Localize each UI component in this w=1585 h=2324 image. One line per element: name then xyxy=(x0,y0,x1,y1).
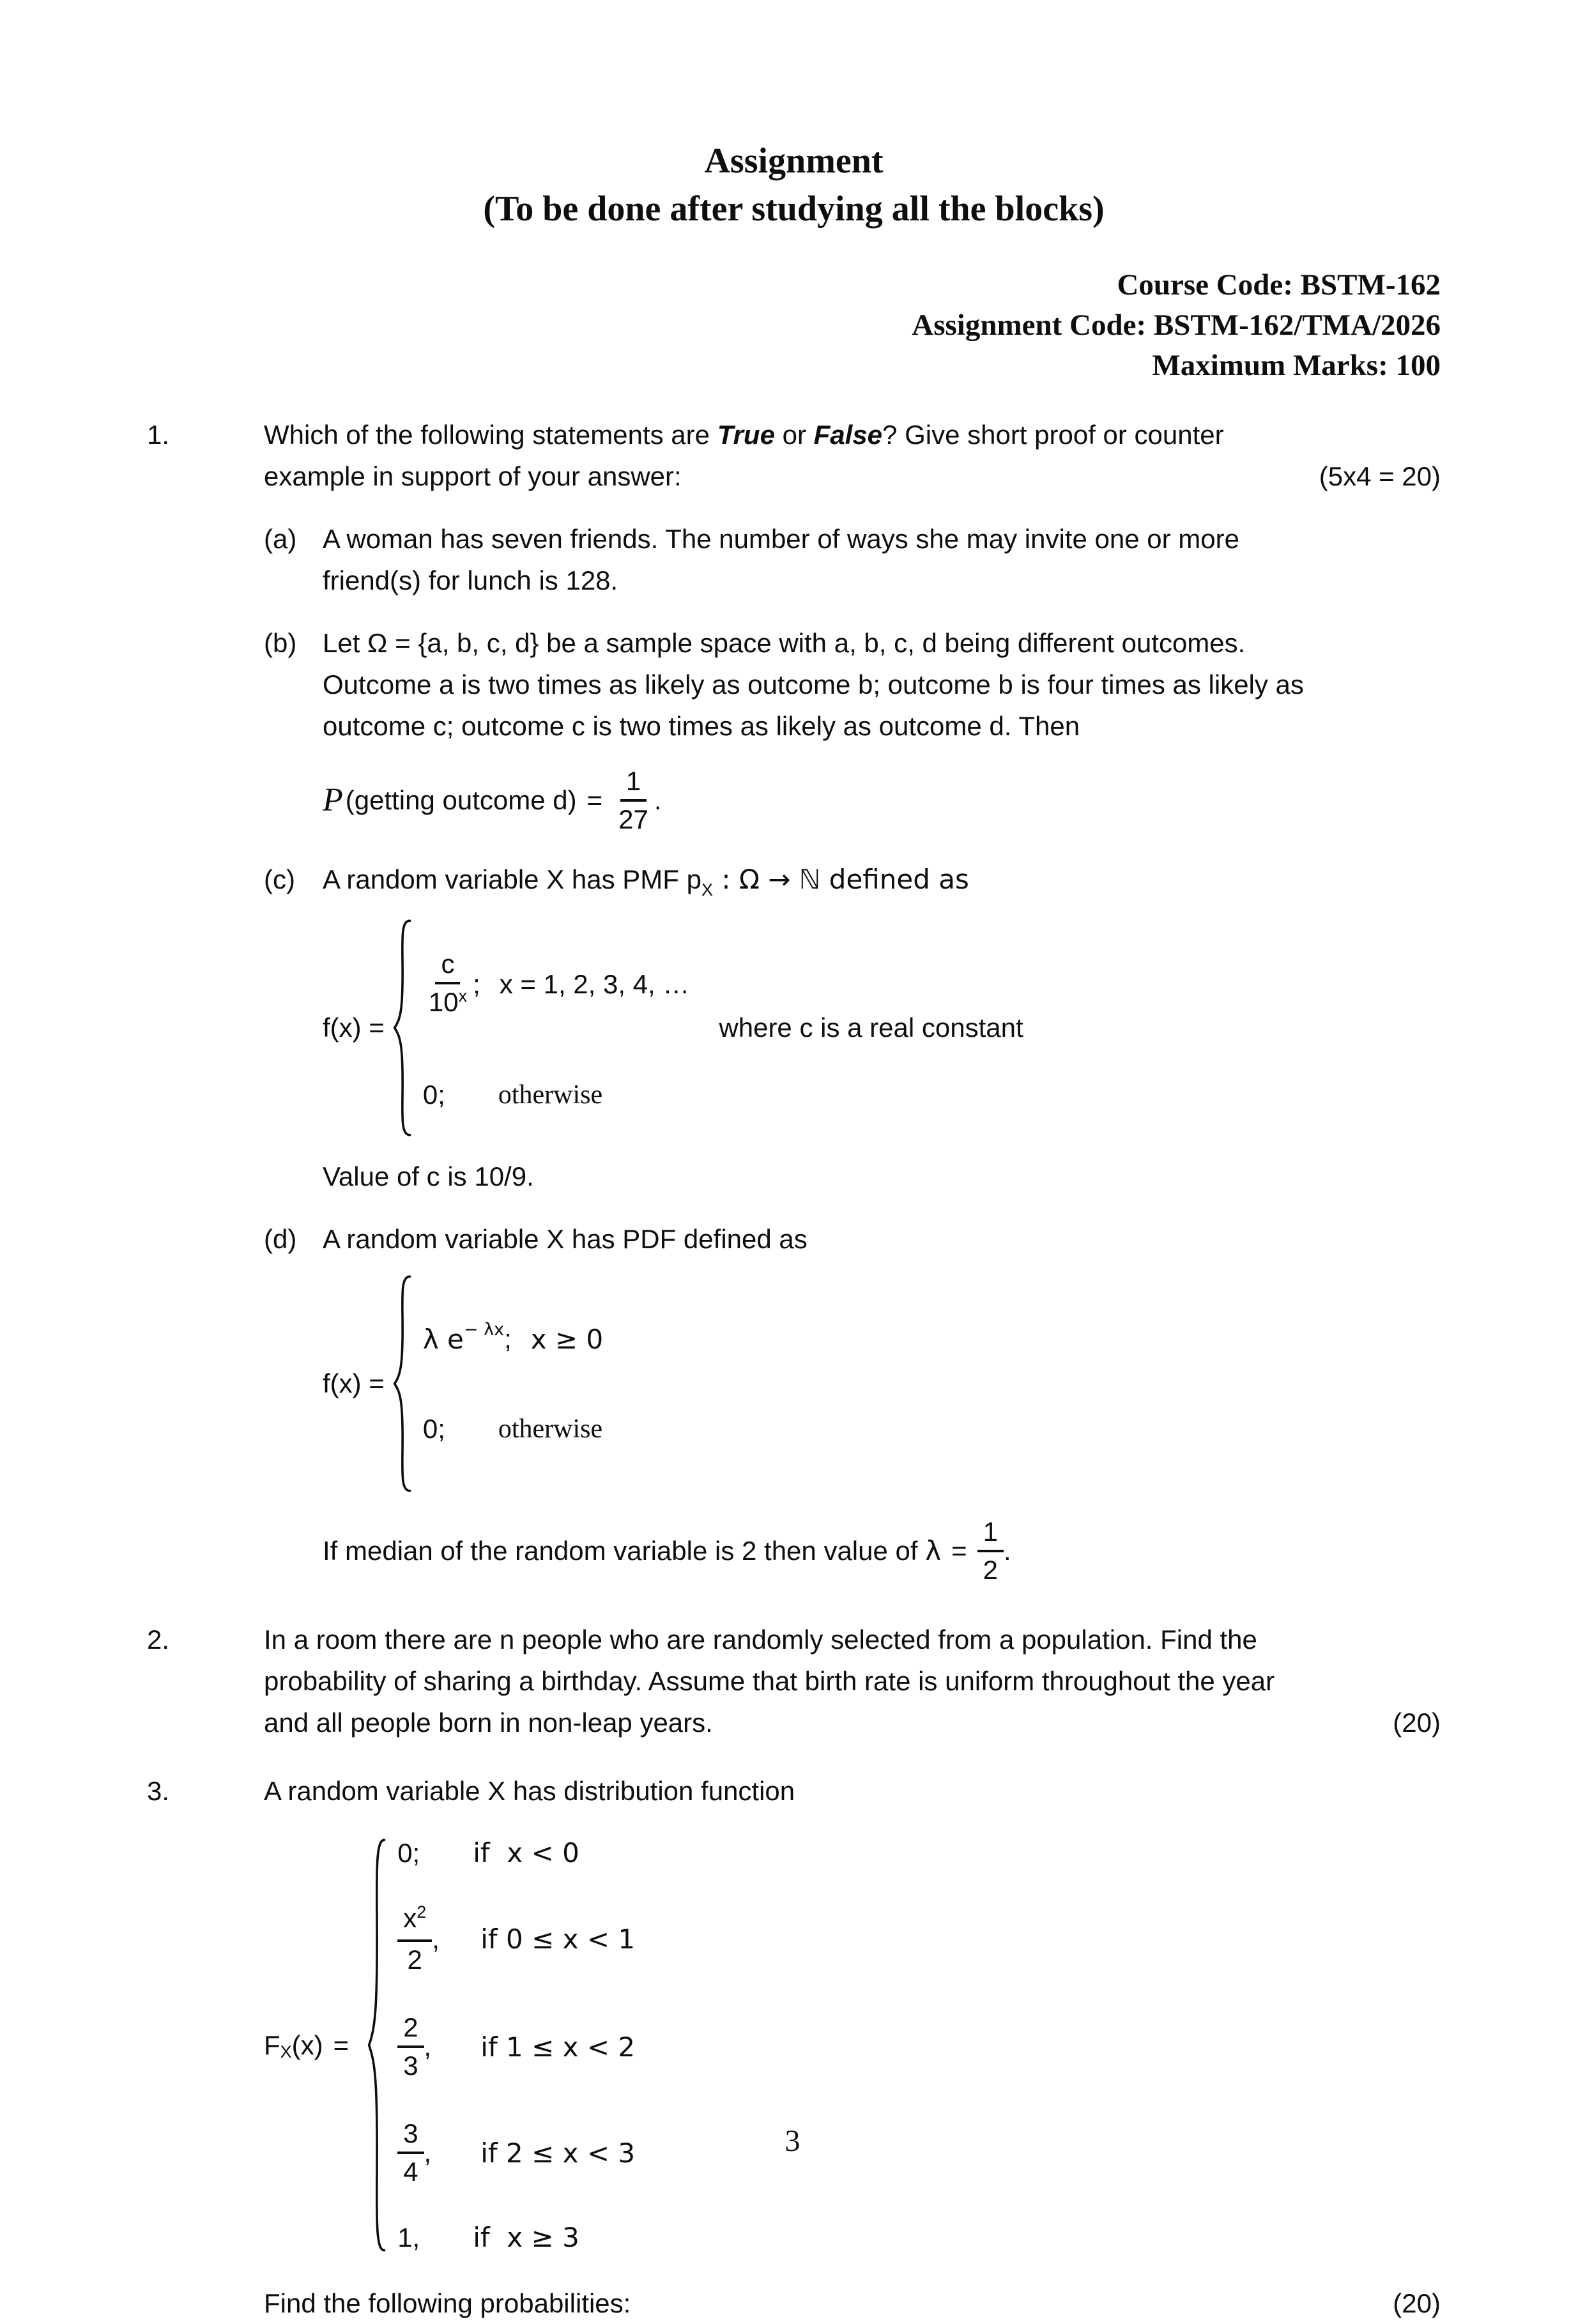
fraction-numerator: 1 xyxy=(977,1514,1004,1552)
comma: , xyxy=(432,1923,440,1954)
cdf-case-5 xyxy=(397,2222,635,2253)
part-d-body xyxy=(323,1218,1441,1588)
meta-block xyxy=(147,265,1441,386)
question-2 xyxy=(147,1619,1441,1743)
pdf-cases xyxy=(422,1319,604,1444)
fraction-denominator: 10$^x$ xyxy=(428,986,468,1017)
maximum-marks: Maximum Marks: 100 xyxy=(1152,349,1441,382)
fraction-1-2 xyxy=(977,1514,1004,1588)
part-c-label: (c) xyxy=(264,864,295,894)
pdf-case-2-condition: otherwise xyxy=(498,1414,603,1444)
cdf-case-1 xyxy=(397,1837,635,1869)
q1-intro-line2 xyxy=(264,455,1441,497)
cdf-case-4-condition: if 2 ≤ x < 3 xyxy=(480,2137,636,2169)
curly-brace-icon xyxy=(391,919,413,1136)
cdf-case-1-condition: if x < 0 xyxy=(473,1837,579,1869)
fraction-numerator: 2 xyxy=(397,2010,424,2048)
comma: , xyxy=(424,2031,432,2061)
question-3-body xyxy=(264,1770,1441,2253)
semicolon: ; xyxy=(504,1324,512,1354)
comma: , xyxy=(424,2137,432,2167)
question-2-number: 2. xyxy=(147,1625,170,1655)
pdf-case-2 xyxy=(423,1414,603,1444)
pmf-case-2-value: 0; xyxy=(422,1079,445,1110)
assignment-code: Assignment Code: BSTM-162/TMA/2026 xyxy=(912,309,1441,342)
q2-line1: In a room there are n people who are randomly selected from a population. Find the xyxy=(264,1625,1257,1655)
cdf-case-1-value: 0; xyxy=(397,1837,420,1868)
false-word: False xyxy=(813,420,883,450)
fraction-x2-2 xyxy=(397,1900,432,1978)
cdf-cases xyxy=(397,1837,635,2253)
question-2-body xyxy=(264,1619,1441,1743)
pmf-case-2-condition: otherwise xyxy=(498,1080,603,1110)
pdf-case-1-condition: x ≥ 0 xyxy=(530,1323,604,1355)
equals-sign: = xyxy=(951,1536,967,1566)
cdf-lhs xyxy=(264,2030,359,2061)
q1-part-d xyxy=(264,1218,1441,1588)
q1-part-a xyxy=(264,518,1441,601)
q1-intro-part3: ? Give short proof or counter xyxy=(882,420,1224,450)
pmf-case-2 xyxy=(423,1080,690,1110)
cdf-subscript: X xyxy=(280,2042,292,2061)
fraction-numerator: c xyxy=(435,946,460,984)
page-number: 3 xyxy=(785,2124,800,2158)
q1-part-b xyxy=(264,622,1441,837)
pmf-case-1 xyxy=(423,946,690,1023)
part-b-body xyxy=(323,622,1441,837)
cdf-case-3 xyxy=(397,2010,635,2084)
exponent-2: 2 xyxy=(417,1902,427,1922)
q1-marks: (5x4 = 20) xyxy=(1319,461,1441,491)
pmf-case-1-condition: x = 1, 2, 3, 4, … xyxy=(499,969,690,999)
cdf-case-5-condition: if x ≥ 3 xyxy=(473,2222,579,2253)
pmf-piecewise-formula xyxy=(323,919,1441,1136)
cdf-case-3-condition: if 1 ≤ x < 2 xyxy=(480,2031,636,2063)
q2-line3 xyxy=(264,1702,1441,1743)
q1-intro-part2: or xyxy=(774,420,814,450)
question-1 xyxy=(147,414,1441,1588)
pdf-piecewise-formula xyxy=(323,1275,1441,1492)
period: . xyxy=(1003,1536,1011,1566)
prob-lhs: (getting outcome d) xyxy=(345,785,577,815)
pdf-case-2-value: 0; xyxy=(422,1413,445,1444)
pmf-subscript: X xyxy=(701,880,713,899)
fraction-numerator: $x^2$ xyxy=(397,1900,432,1942)
q3-marks: (20) xyxy=(1393,2288,1441,2318)
curly-brace-icon xyxy=(365,1837,387,2253)
fraction-2-3 xyxy=(397,2010,424,2084)
page-title xyxy=(147,137,1441,233)
q2-line2: probability of sharing a birthday. Assume that birth rate is uniform throughout the year xyxy=(264,1666,1275,1696)
q1-part-c xyxy=(264,859,1441,1197)
q3-footer xyxy=(264,2282,1441,2324)
title-line1: Assignment xyxy=(704,141,884,181)
cdf-case-5-value: 1, xyxy=(397,2222,420,2252)
part-b-line3: outcome c; outcome c is two times as likely as outcome d. Then xyxy=(323,711,1080,741)
part-d-intro: A random variable X has PDF defined as xyxy=(323,1224,808,1254)
constant-note: where c is a real constant xyxy=(719,1013,1023,1043)
part-c-intro xyxy=(323,859,1441,904)
fraction-denominator: 27 xyxy=(618,804,648,834)
part-a-line1: A woman has seven friends. The number of ways she may invite one or more xyxy=(323,524,1239,554)
q2-line3-text: and all people born in non-leap years. xyxy=(264,1708,713,1738)
q1-intro-part1: Which of the following statements are xyxy=(264,420,717,450)
title-line2: (To be done after studying all the blocks) xyxy=(483,189,1105,229)
question-3-number: 3. xyxy=(147,1776,170,1806)
q1-intro-line2-text: example in support of your answer: xyxy=(264,461,682,491)
part-a-line2: friend(s) for lunch is 128. xyxy=(323,565,618,595)
script-P: P xyxy=(323,782,343,818)
fraction-denominator: 3 xyxy=(403,2051,418,2081)
part-d-conclusion xyxy=(323,1514,1441,1588)
cdf-case-2-value xyxy=(397,1900,473,1978)
fraction-denominator: 2 xyxy=(983,1555,998,1585)
part-c-body xyxy=(323,859,1441,1197)
part-a-body xyxy=(323,518,1441,601)
part-a-label: (a) xyxy=(264,524,297,554)
lambda-exp-base: λ e xyxy=(422,1323,464,1355)
true-word: True xyxy=(717,420,775,450)
lambda-exponent: − λx xyxy=(463,1319,505,1340)
q2-marks: (20) xyxy=(1393,1708,1441,1738)
part-b-label: (b) xyxy=(264,628,297,658)
exponent-x: x xyxy=(458,986,468,1005)
semicolon: ; xyxy=(473,969,480,999)
fraction-numerator: 3 xyxy=(397,2116,424,2154)
cdf-case-2-condition: if 0 ≤ x < 1 xyxy=(480,1923,636,1955)
part-b-line2: Outcome a is two times as likely as outcome b; outcome b is four times as likely as xyxy=(323,669,1304,699)
pmf-lhs: f(x) = xyxy=(323,1013,385,1043)
question-1-number: 1. xyxy=(147,420,170,450)
pdf-lhs: f(x) = xyxy=(323,1368,385,1398)
curly-brace-icon xyxy=(391,1275,413,1492)
fraction-denominator: 4 xyxy=(403,2157,418,2187)
cdf-case-3-value xyxy=(397,2010,473,2084)
pdf-case-1 xyxy=(422,1319,604,1355)
pmf-cases xyxy=(423,946,690,1110)
equals-sign: = xyxy=(333,2030,349,2060)
part-b-line1: Let Ω = {a, b, c, d} be a sample space with a, b, c, d being different outcomes. xyxy=(323,628,1246,658)
equals-sign: = xyxy=(586,785,603,815)
part-c-intro-part2: : Ω → ℕ defined as xyxy=(712,864,969,895)
question-1-body xyxy=(264,414,1441,1588)
cdf-piecewise-formula xyxy=(264,1837,1441,2253)
q1-intro-line1 xyxy=(264,414,1441,455)
fraction-denominator: 2 xyxy=(407,1945,422,1975)
cdf-args: (x) xyxy=(291,2030,323,2060)
q3-intro: A random variable X has distribution function xyxy=(264,1776,795,1806)
fraction-c-10x xyxy=(423,946,473,1023)
part-d-label: (d) xyxy=(264,1224,297,1254)
course-code: Course Code: BSTM-162 xyxy=(1117,268,1441,302)
period: . xyxy=(654,785,662,815)
median-text: If median of the random variable is 2 then value of xyxy=(323,1536,926,1566)
q3-footer-text: Find the following probabilities: xyxy=(264,2288,631,2318)
part-c-intro-part1: A random variable X has PMF p xyxy=(323,864,701,894)
question-3 xyxy=(147,1770,1441,2253)
fraction-numerator: 1 xyxy=(620,763,647,802)
fraction-1-27 xyxy=(613,763,654,837)
probability-formula xyxy=(323,763,1441,837)
lambda-symbol: λ xyxy=(925,1535,942,1566)
cdf-F: F xyxy=(264,2030,280,2060)
part-c-conclusion: Value of c is 10/9. xyxy=(323,1161,534,1191)
cdf-case-2 xyxy=(397,1900,635,1978)
